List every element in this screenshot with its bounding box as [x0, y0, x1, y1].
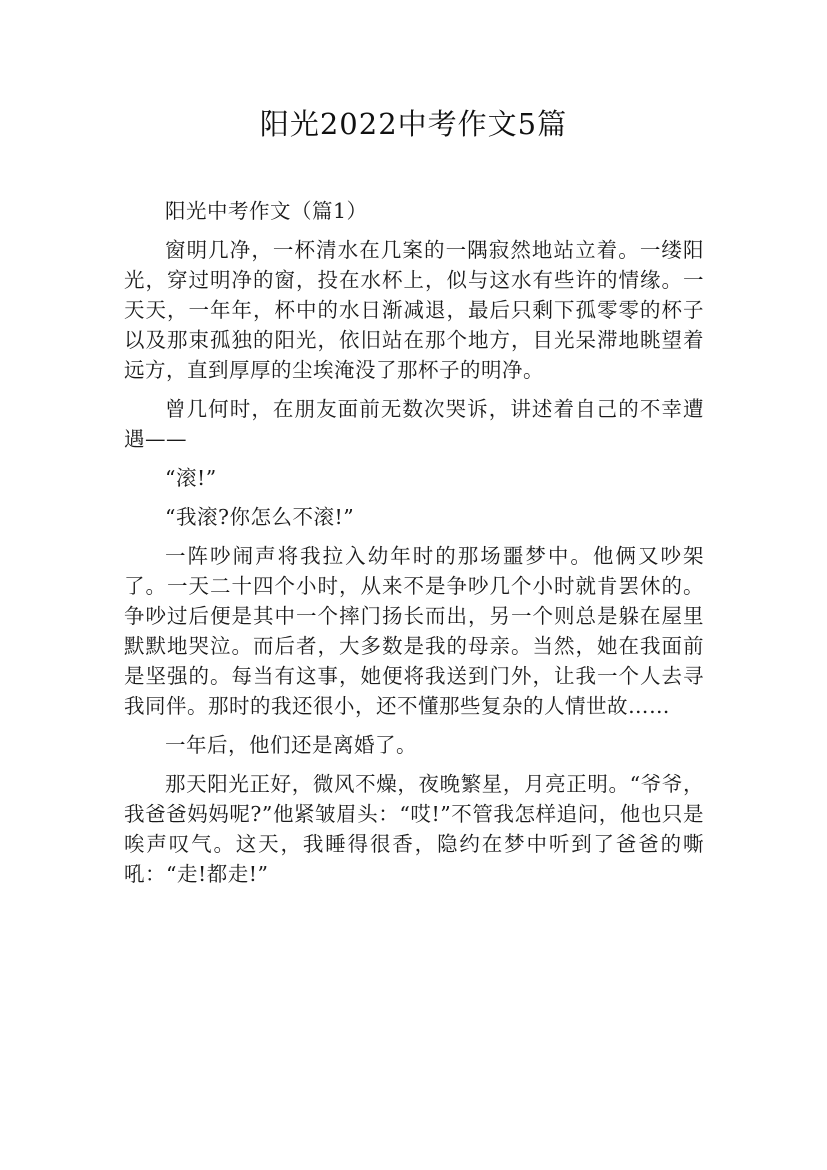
paragraph: 窗明几净，一杯清水在几案的一隅寂然地站立着。一缕阳光，穿过明净的窗，投在水杯上，似与这水有些许的情缘。一天天，一年年，杯中的水日渐减退，最后只剩下孤零零的杯子以及那束孤独的阳光，依旧站在那个地方，目光呆滞地眺望着远方，直到厚厚的尘埃淹没了那杯子的明净。 [124, 238, 704, 382]
section-heading: 阳光中考作文（篇1） [165, 199, 368, 223]
paragraph: 曾几何时，在朋友面前无数次哭诉，讲述着自己的不幸遭遇—— [124, 397, 704, 451]
paragraph: 一年后，他们还是离婚了。 [165, 733, 417, 757]
document-body [124, 196, 704, 898]
paragraph: “滚!” [165, 466, 217, 490]
paragraph: 一阵吵闹声将我拉入幼年时的那场噩梦中。他俩又吵架了。一天二十四个小时，从来不是争吵几个小时就肯罢休的。争吵过后便是其中一个摔门扬长而出，另一个则总是躲在屋里默默地哭泣。而后者，大多数是我的母亲。当然，她在我面前是坚强的。每当有这事，她便将我送到门外，让我一个人去寻我同伴。那时的我还很小，还不懂那些复杂的人情世故…… [124, 544, 704, 718]
paragraph: “我滚?你怎么不滚!” [165, 505, 355, 529]
paragraph: 那天阳光正好，微风不燥，夜晚繁星，月亮正明。“爷爷，我爸爸妈妈呢?”他紧皱眉头：“哎!”不管我怎样追问，他也只是唉声叹气。这天，我睡得很香，隐约在梦中听到了爸爸的嘶吼：“走!都走!” [124, 772, 704, 886]
document-title: 阳光2022中考作文5篇 [259, 107, 568, 141]
